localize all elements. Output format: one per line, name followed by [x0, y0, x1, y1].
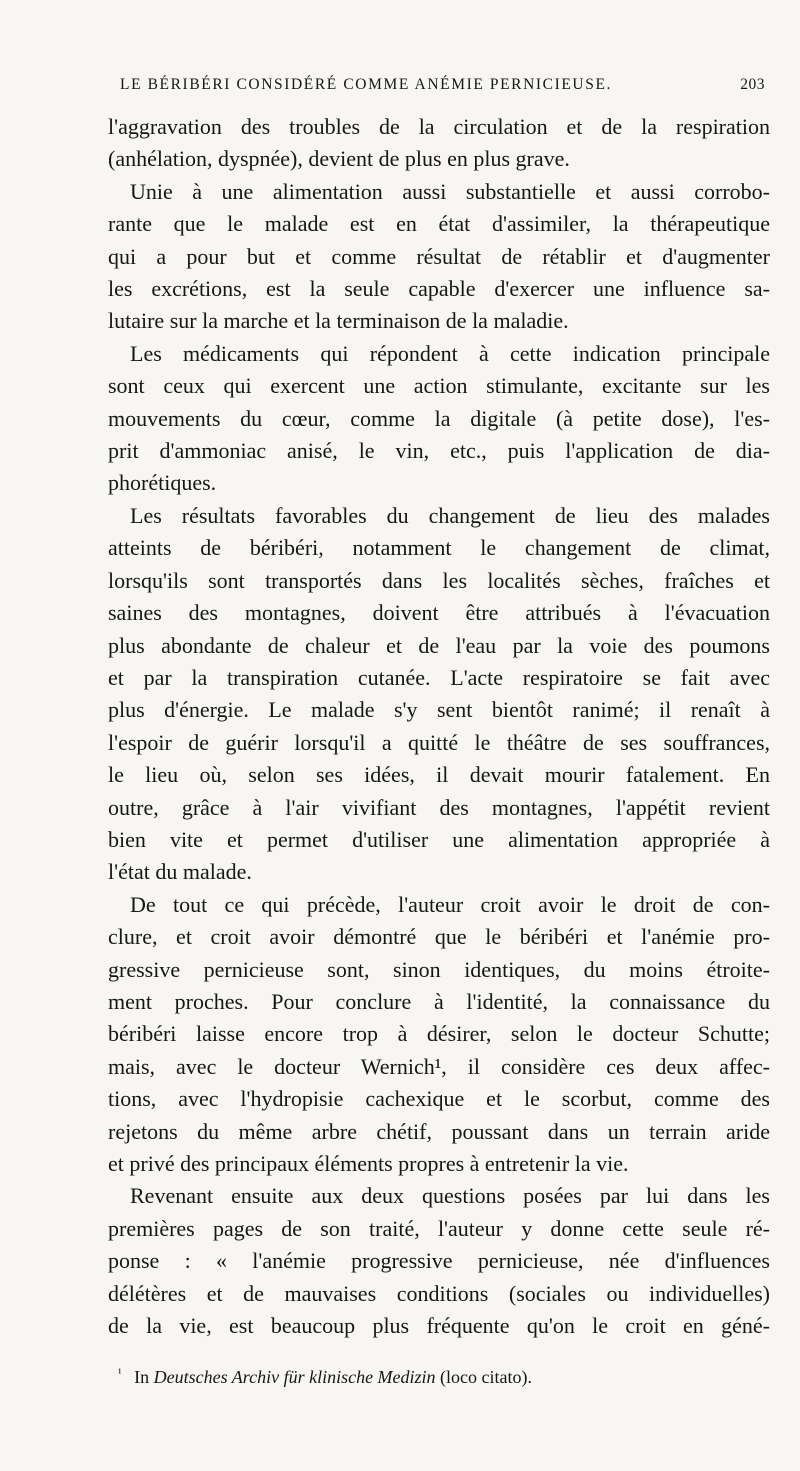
- text-line: outre, grâce à l'air vivifiant des montagnes, l'appétit revient: [108, 794, 770, 820]
- text-line: De tout ce qui précède, l'auteur croit avoir le droit de con-: [130, 891, 770, 917]
- text-line: lorsqu'ils sont transportés dans les localités sèches, fraîches et: [108, 567, 770, 593]
- footnote-marker: ¹: [118, 1366, 122, 1380]
- text-line: le lieu où, selon ses idées, il devait mourir fatalement. En: [108, 762, 770, 788]
- text-line: de la vie, est beaucoup plus fréquente qu'on le croit en géné-: [108, 1313, 770, 1339]
- text-line: bien vite et permet d'utiliser une alimentation appropriée à: [108, 826, 770, 852]
- text-line: et privé des principaux éléments propres à entretenir la vie.: [108, 1151, 629, 1176]
- text-line: plus abondante de chaleur et de l'eau par la voie des poumons: [108, 632, 770, 658]
- text-line: rejetons du même arbre chétif, poussant dans un terrain aride: [108, 1118, 770, 1144]
- text-line: mouvements du cœur, comme la digitale (à petite dose), l'es-: [108, 405, 770, 431]
- text-line: l'état du malade.: [108, 859, 252, 885]
- text-line: et par la transpiration cutanée. L'acte respiratoire se fait avec: [108, 664, 770, 690]
- text-line: ponse : « l'anémie progressive pernicieuse, née d'influences: [108, 1248, 770, 1274]
- text-line: délétères et de mauvaises conditions (sociales ou individuelles): [108, 1280, 770, 1306]
- text-line: Les médicaments qui répondent à cette indication principale: [130, 340, 770, 366]
- text-line: atteints de béribéri, notamment le changement de climat,: [108, 535, 770, 561]
- body-text: [108, 111, 770, 1342]
- text-line: les excrétions, est la seule capable d'exercer une influence sa-: [108, 276, 770, 302]
- page-number: 203: [740, 76, 765, 93]
- text-line: saines des montagnes, doivent être attribués à l'évacuation: [108, 600, 770, 626]
- text-line: Revenant ensuite aux deux questions posées par lui dans les: [130, 1183, 770, 1209]
- text-line: lutaire sur la marche et la terminaison de la maladie.: [108, 308, 569, 334]
- footnote-prefix: In: [134, 1367, 150, 1387]
- text-line: Les résultats favorables du changement de lieu des malades: [130, 502, 770, 528]
- text-line: phorétiques.: [108, 470, 217, 496]
- text-line: tions, avec l'hydropisie cachexique et le scorbut, comme des: [108, 1086, 770, 1112]
- text-line: gressive pernicieuse sont, sinon identiques, du moins étroite-: [108, 956, 770, 982]
- footnote: [118, 1366, 758, 1388]
- text-line: clure, et croit avoir démontré que le béribéri et l'anémie pro-: [108, 924, 770, 950]
- text-line: plus d'énergie. Le malade s'y sent bientôt ranimé; il renaît à: [108, 697, 770, 723]
- text-line: (anhélation, dyspnée), devient de plus en plus grave.: [108, 146, 570, 172]
- text-line: mais, avec le docteur Wernich¹, il considère ces deux affec-: [108, 1053, 770, 1079]
- text-line: sont ceux qui exercent une action stimulante, excitante sur les: [108, 373, 770, 399]
- text-line: béribéri laisse encore trop à désirer, selon le docteur Schutte;: [108, 1021, 770, 1047]
- text-line: Unie à une alimentation aussi substantielle et aussi corrobo-: [130, 178, 770, 204]
- footnote-suffix: (loco citato).: [440, 1367, 533, 1387]
- running-title: LE BÉRIBÉRI CONSIDÉRÉ COMME ANÉMIE PERNICIEUSE.: [120, 76, 612, 93]
- text-line: premières pages de son traité, l'auteur y donne cette seule ré-: [108, 1215, 770, 1241]
- text-line: l'espoir de guérir lorsqu'il a quitté le théâtre de ses souffrances,: [108, 729, 770, 755]
- text-line: rante que le malade est en état d'assimiler, la thérapeutique: [108, 211, 770, 237]
- footnote-citation: Deutsches Archiv für klinische Medizin: [153, 1367, 436, 1387]
- text-line: ment proches. Pour conclure à l'identité, la connaissance du: [108, 988, 770, 1014]
- text-line: qui a pour but et comme résultat de rétablir et d'augmenter: [108, 243, 770, 269]
- text-line: prit d'ammoniac anisé, le vin, etc., puis l'application de dia-: [108, 438, 770, 464]
- text-line: l'aggravation des troubles de la circulation et de la respiration: [108, 114, 770, 139]
